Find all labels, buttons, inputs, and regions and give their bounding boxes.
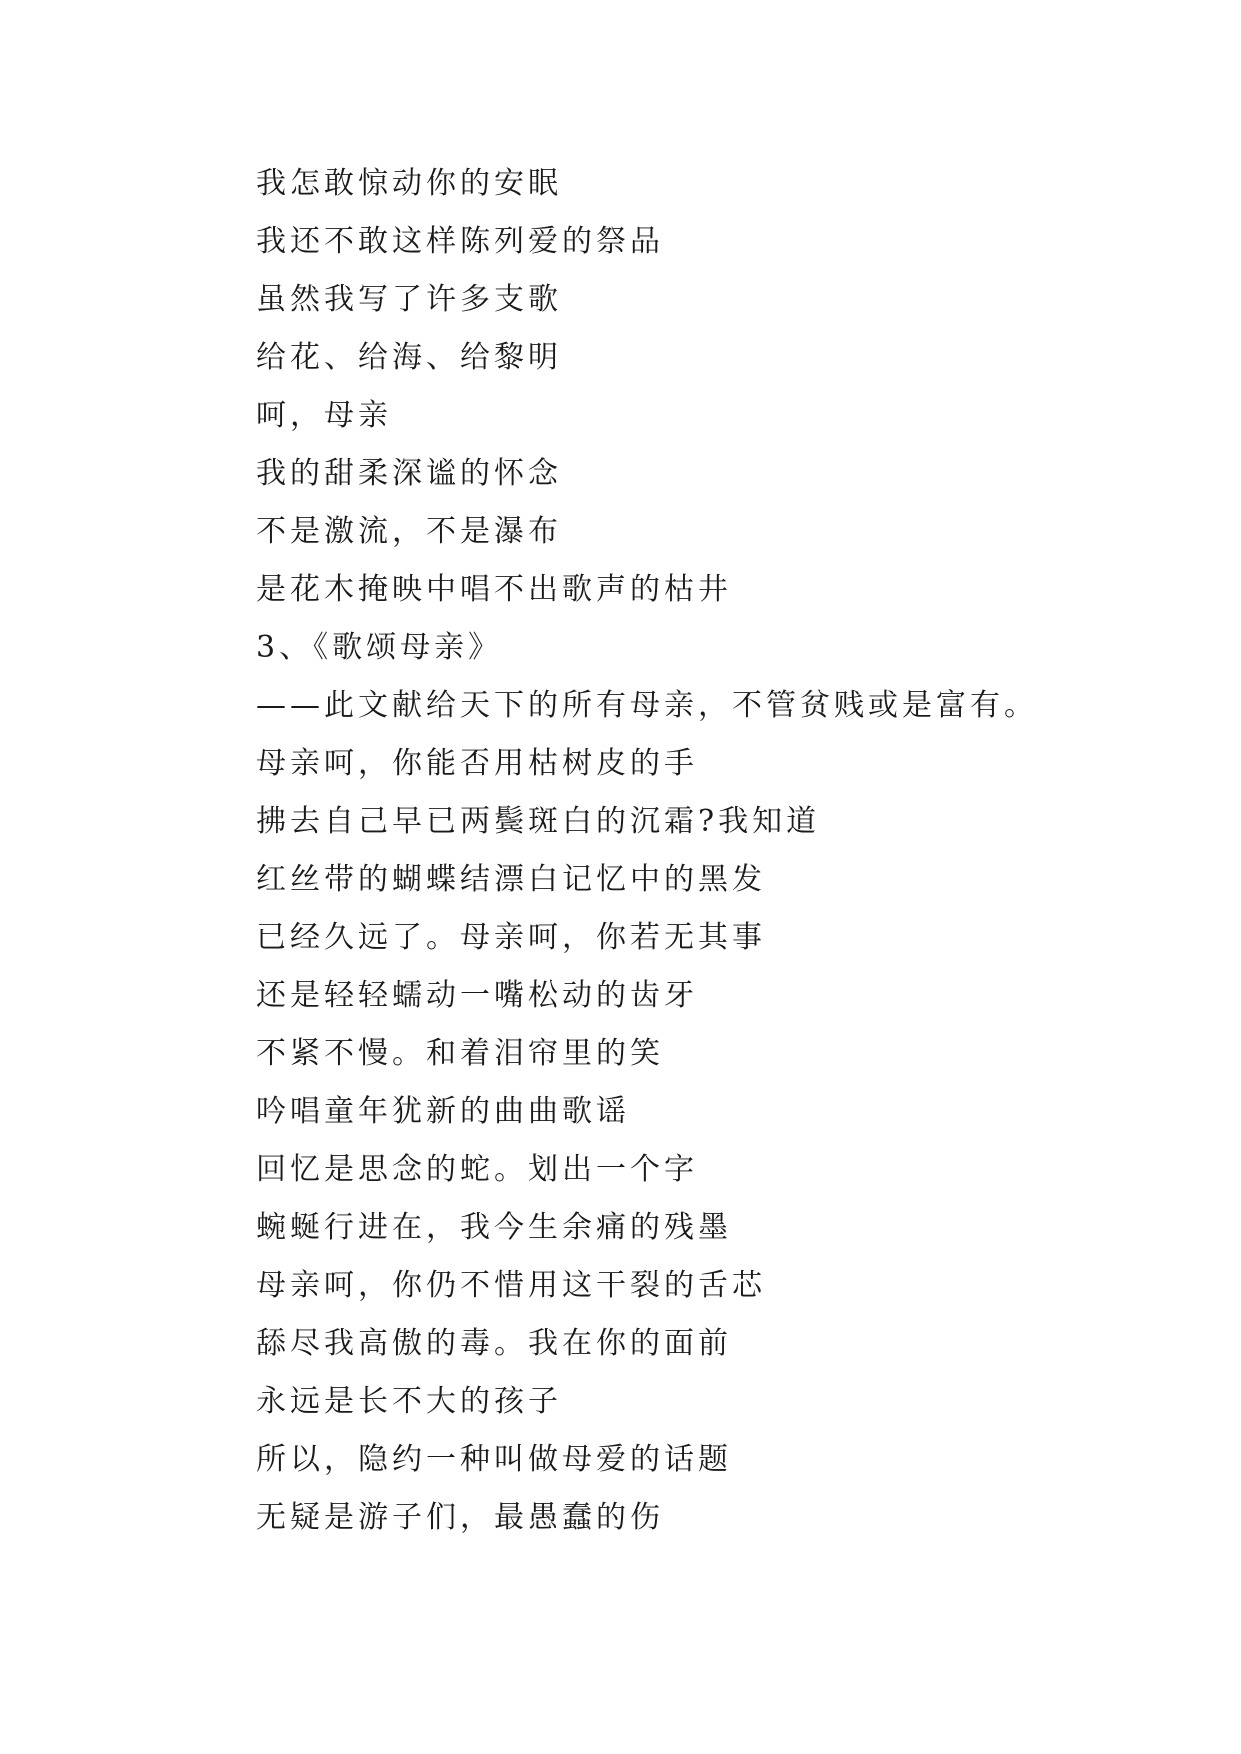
poem-line: 呵，母亲 [256, 398, 392, 433]
poem-line: 无疑是游子们，最愚蠢的伤 [256, 1500, 664, 1535]
poem-line: 拂去自己早已两鬓斑白的沉霜?我知道 [256, 804, 821, 839]
poem-line: 虽然我写了许多支歌 [256, 282, 562, 317]
poem-line: 蜿蜒行进在，我今生余痛的残墨 [256, 1210, 732, 1245]
poem-line: 永远是长不大的孩子 [256, 1384, 562, 1419]
poem-line: 不紧不慢。和着泪帘里的笑 [256, 1036, 664, 1071]
poem-line: 已经久远了。母亲呵，你若无其事 [256, 920, 766, 955]
poem-line: 母亲呵，你能否用枯树皮的手 [256, 746, 698, 781]
poem-line: 母亲呵，你仍不惜用这干裂的舌芯 [256, 1268, 766, 1303]
poem-line: 还是轻轻蠕动一嘴松动的齿牙 [256, 978, 698, 1013]
poem-body [256, 155, 1156, 1547]
dedication-line: ——此文献给天下的所有母亲，不管贫贱或是富有。 [256, 688, 1038, 723]
poem-line: 所以，隐约一种叫做母爱的话题 [256, 1442, 732, 1477]
poem-line: 吟唱童年犹新的曲曲歌谣 [256, 1094, 630, 1129]
poem-line: 舔尽我高傲的毒。我在你的面前 [256, 1326, 732, 1361]
section-heading: 3、《歌颂母亲》 [256, 630, 503, 665]
poem-line: 不是激流，不是瀑布 [256, 514, 562, 549]
poem-line: 是花木掩映中唱不出歌声的枯井 [256, 572, 732, 607]
poem-line: 我怎敢惊动你的安眠 [256, 166, 562, 201]
poem-line: 回忆是思念的蛇。划出一个字 [256, 1152, 698, 1187]
poem-line: 给花、给海、给黎明 [256, 340, 562, 375]
poem-line: 我还不敢这样陈列爱的祭品 [256, 224, 664, 259]
poem-line: 红丝带的蝴蝶结漂白记忆中的黑发 [256, 862, 766, 897]
poem-line: 我的甜柔深谧的怀念 [256, 456, 562, 491]
